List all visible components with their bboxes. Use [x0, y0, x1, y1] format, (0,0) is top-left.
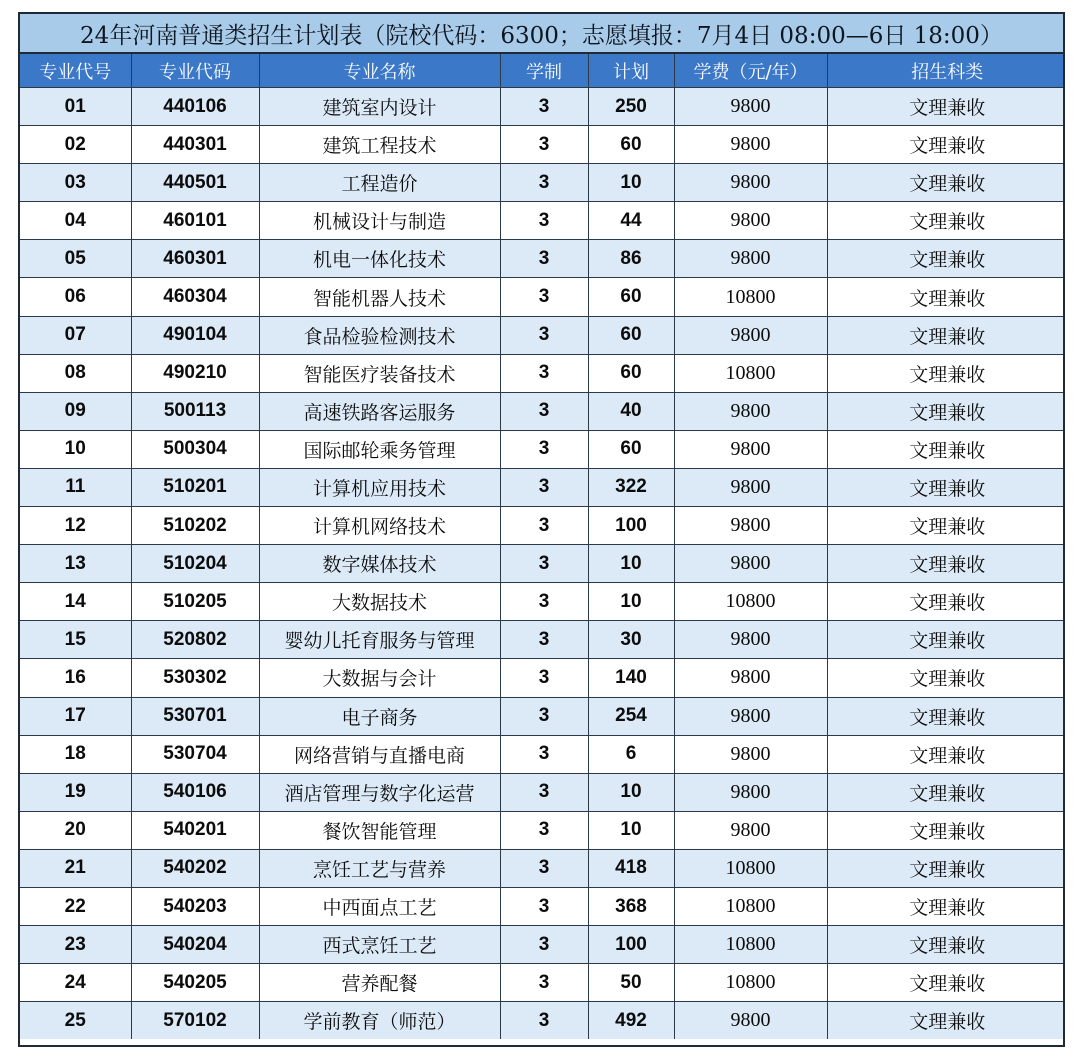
plan-cell: 10 [588, 545, 674, 583]
tuition-cell: 9800 [674, 126, 827, 164]
tuition-cell: 9800 [674, 773, 827, 811]
major-no-cell: 01 [20, 88, 131, 126]
major-no-cell: 06 [20, 278, 131, 316]
header-major-code: 专业代码 [131, 54, 259, 88]
major-no-cell: 15 [20, 621, 131, 659]
major-code-cell: 530704 [131, 735, 259, 773]
major-code-cell: 540201 [131, 811, 259, 849]
header-major-no: 专业代号 [20, 54, 131, 88]
major-name-cell: 数字媒体技术 [259, 545, 500, 583]
major-name-cell: 学前教育（师范） [259, 1002, 500, 1040]
plan-cell: 368 [588, 887, 674, 925]
category-cell: 文理兼收 [827, 926, 1065, 964]
plan-cell: 322 [588, 468, 674, 506]
category-cell: 文理兼收 [827, 354, 1065, 392]
major-code-cell: 540205 [131, 964, 259, 1002]
major-code-cell: 530701 [131, 697, 259, 735]
plan-cell: 86 [588, 240, 674, 278]
major-name-cell: 机械设计与制造 [259, 202, 500, 240]
tuition-cell: 9800 [674, 545, 827, 583]
category-cell: 文理兼收 [827, 811, 1065, 849]
header-category: 招生科类 [827, 54, 1065, 88]
study-years-cell: 3 [500, 316, 588, 354]
major-name-cell: 烹饪工艺与营养 [259, 849, 500, 887]
table-row [20, 659, 1065, 697]
major-name-cell: 西式烹饪工艺 [259, 926, 500, 964]
plan-cell: 60 [588, 278, 674, 316]
tuition-cell: 9800 [674, 697, 827, 735]
major-code-cell: 440106 [131, 88, 259, 126]
study-years-cell: 3 [500, 887, 588, 925]
study-years-cell: 3 [500, 735, 588, 773]
major-name-cell: 大数据与会计 [259, 659, 500, 697]
major-no-cell: 10 [20, 430, 131, 468]
category-cell: 文理兼收 [827, 849, 1065, 887]
table-body [20, 88, 1065, 1040]
major-name-cell: 食品检验检测技术 [259, 316, 500, 354]
major-no-cell: 09 [20, 392, 131, 430]
category-cell: 文理兼收 [827, 583, 1065, 621]
table-row [20, 202, 1065, 240]
study-years-cell: 3 [500, 202, 588, 240]
major-no-cell: 18 [20, 735, 131, 773]
plan-cell: 100 [588, 926, 674, 964]
major-name-cell: 建筑室内设计 [259, 88, 500, 126]
study-years-cell: 3 [500, 507, 588, 545]
study-years-cell: 3 [500, 659, 588, 697]
tuition-cell: 10800 [674, 354, 827, 392]
major-no-cell: 21 [20, 849, 131, 887]
major-code-cell: 530302 [131, 659, 259, 697]
plan-cell: 418 [588, 849, 674, 887]
major-no-cell: 23 [20, 926, 131, 964]
category-cell: 文理兼收 [827, 507, 1065, 545]
major-code-cell: 460304 [131, 278, 259, 316]
tuition-cell: 9800 [674, 811, 827, 849]
plan-cell: 50 [588, 964, 674, 1002]
major-name-cell: 婴幼儿托育服务与管理 [259, 621, 500, 659]
category-cell: 文理兼收 [827, 1002, 1065, 1040]
major-code-cell: 510205 [131, 583, 259, 621]
plan-cell: 100 [588, 507, 674, 545]
study-years-cell: 3 [500, 164, 588, 202]
category-cell: 文理兼收 [827, 164, 1065, 202]
study-years-cell: 3 [500, 545, 588, 583]
tuition-cell: 9800 [674, 202, 827, 240]
table-row [20, 926, 1065, 964]
tuition-cell: 9800 [674, 88, 827, 126]
major-name-cell: 建筑工程技术 [259, 126, 500, 164]
plan-cell: 6 [588, 735, 674, 773]
category-cell: 文理兼收 [827, 278, 1065, 316]
tuition-cell: 9800 [674, 468, 827, 506]
major-name-cell: 高速铁路客运服务 [259, 392, 500, 430]
major-code-cell: 510201 [131, 468, 259, 506]
plan-cell: 10 [588, 773, 674, 811]
major-name-cell: 酒店管理与数字化运营 [259, 773, 500, 811]
category-cell: 文理兼收 [827, 202, 1065, 240]
tuition-cell: 10800 [674, 278, 827, 316]
plan-cell: 10 [588, 811, 674, 849]
major-code-cell: 490104 [131, 316, 259, 354]
plan-cell: 492 [588, 1002, 674, 1040]
major-name-cell: 智能医疗装备技术 [259, 354, 500, 392]
category-cell: 文理兼收 [827, 545, 1065, 583]
major-no-cell: 13 [20, 545, 131, 583]
tuition-cell: 10800 [674, 964, 827, 1002]
table-row [20, 849, 1065, 887]
study-years-cell: 3 [500, 583, 588, 621]
study-years-cell: 3 [500, 126, 588, 164]
category-cell: 文理兼收 [827, 773, 1065, 811]
tuition-cell: 9800 [674, 621, 827, 659]
major-no-cell: 07 [20, 316, 131, 354]
study-years-cell: 3 [500, 621, 588, 659]
study-years-cell: 3 [500, 849, 588, 887]
major-name-cell: 工程造价 [259, 164, 500, 202]
major-no-cell: 17 [20, 697, 131, 735]
tuition-cell: 9800 [674, 240, 827, 278]
category-cell: 文理兼收 [827, 964, 1065, 1002]
plan-cell: 60 [588, 354, 674, 392]
tuition-cell: 9800 [674, 735, 827, 773]
major-code-cell: 500304 [131, 430, 259, 468]
plan-cell: 60 [588, 126, 674, 164]
tuition-cell: 10800 [674, 887, 827, 925]
table-row [20, 545, 1065, 583]
enrollment-plan-table [18, 12, 1065, 1047]
table-row [20, 887, 1065, 925]
study-years-cell: 3 [500, 811, 588, 849]
major-code-cell: 510204 [131, 545, 259, 583]
plan-cell: 10 [588, 164, 674, 202]
table-row [20, 88, 1065, 126]
table-row [20, 621, 1065, 659]
study-years-cell: 3 [500, 278, 588, 316]
major-code-cell: 570102 [131, 1002, 259, 1040]
plan-cell: 250 [588, 88, 674, 126]
table-row [20, 811, 1065, 849]
table-row [20, 583, 1065, 621]
category-cell: 文理兼收 [827, 659, 1065, 697]
major-code-cell: 440501 [131, 164, 259, 202]
major-name-cell: 餐饮智能管理 [259, 811, 500, 849]
header-plan: 计划 [588, 54, 674, 88]
major-code-cell: 540202 [131, 849, 259, 887]
major-name-cell: 计算机网络技术 [259, 507, 500, 545]
category-cell: 文理兼收 [827, 316, 1065, 354]
major-no-cell: 16 [20, 659, 131, 697]
header-row [20, 54, 1065, 88]
table-row [20, 507, 1065, 545]
study-years-cell: 3 [500, 354, 588, 392]
table-row [20, 164, 1065, 202]
major-name-cell: 智能机器人技术 [259, 278, 500, 316]
major-name-cell: 电子商务 [259, 697, 500, 735]
tuition-cell: 9800 [674, 164, 827, 202]
table-row [20, 126, 1065, 164]
plan-table [20, 54, 1065, 1039]
study-years-cell: 3 [500, 964, 588, 1002]
major-name-cell: 大数据技术 [259, 583, 500, 621]
major-no-cell: 03 [20, 164, 131, 202]
category-cell: 文理兼收 [827, 392, 1065, 430]
table-row [20, 240, 1065, 278]
tuition-cell: 10800 [674, 583, 827, 621]
plan-cell: 30 [588, 621, 674, 659]
plan-cell: 140 [588, 659, 674, 697]
major-no-cell: 14 [20, 583, 131, 621]
tuition-cell: 9800 [674, 659, 827, 697]
category-cell: 文理兼收 [827, 887, 1065, 925]
category-cell: 文理兼收 [827, 735, 1065, 773]
study-years-cell: 3 [500, 697, 588, 735]
table-row [20, 735, 1065, 773]
category-cell: 文理兼收 [827, 621, 1065, 659]
study-years-cell: 3 [500, 468, 588, 506]
study-years-cell: 3 [500, 240, 588, 278]
major-code-cell: 540204 [131, 926, 259, 964]
category-cell: 文理兼收 [827, 88, 1065, 126]
table-row [20, 1002, 1065, 1040]
header-study-years: 学制 [500, 54, 588, 88]
plan-cell: 254 [588, 697, 674, 735]
major-code-cell: 460101 [131, 202, 259, 240]
table-title: 24年河南普通类招生计划表（院校代码：6300；志愿填报：7月4日 08:00—6日 18:00） [20, 14, 1063, 54]
header-major-name: 专业名称 [259, 54, 500, 88]
major-name-cell: 机电一体化技术 [259, 240, 500, 278]
major-code-cell: 440301 [131, 126, 259, 164]
category-cell: 文理兼收 [827, 468, 1065, 506]
major-code-cell: 490210 [131, 354, 259, 392]
table-row [20, 316, 1065, 354]
major-no-cell: 25 [20, 1002, 131, 1040]
category-cell: 文理兼收 [827, 430, 1065, 468]
tuition-cell: 10800 [674, 849, 827, 887]
major-no-cell: 04 [20, 202, 131, 240]
table-row [20, 278, 1065, 316]
study-years-cell: 3 [500, 773, 588, 811]
table-row [20, 468, 1065, 506]
table-row [20, 392, 1065, 430]
major-name-cell: 网络营销与直播电商 [259, 735, 500, 773]
plan-cell: 44 [588, 202, 674, 240]
major-code-cell: 510202 [131, 507, 259, 545]
tuition-cell: 9800 [674, 1002, 827, 1040]
plan-cell: 60 [588, 316, 674, 354]
major-code-cell: 460301 [131, 240, 259, 278]
category-cell: 文理兼收 [827, 697, 1065, 735]
tuition-cell: 9800 [674, 507, 827, 545]
tuition-cell: 10800 [674, 926, 827, 964]
major-code-cell: 540106 [131, 773, 259, 811]
tuition-cell: 9800 [674, 430, 827, 468]
major-no-cell: 19 [20, 773, 131, 811]
major-no-cell: 12 [20, 507, 131, 545]
major-no-cell: 11 [20, 468, 131, 506]
study-years-cell: 3 [500, 430, 588, 468]
plan-cell: 10 [588, 583, 674, 621]
major-code-cell: 520802 [131, 621, 259, 659]
table-row [20, 773, 1065, 811]
plan-cell: 40 [588, 392, 674, 430]
study-years-cell: 3 [500, 1002, 588, 1040]
table-row [20, 697, 1065, 735]
major-name-cell: 营养配餐 [259, 964, 500, 1002]
major-name-cell: 中西面点工艺 [259, 887, 500, 925]
study-years-cell: 3 [500, 392, 588, 430]
plan-cell: 60 [588, 430, 674, 468]
table-row [20, 430, 1065, 468]
tuition-cell: 9800 [674, 316, 827, 354]
major-no-cell: 20 [20, 811, 131, 849]
header-tuition: 学费（元/年） [674, 54, 827, 88]
category-cell: 文理兼收 [827, 126, 1065, 164]
major-no-cell: 24 [20, 964, 131, 1002]
tuition-cell: 9800 [674, 392, 827, 430]
major-name-cell: 国际邮轮乘务管理 [259, 430, 500, 468]
study-years-cell: 3 [500, 88, 588, 126]
table-row [20, 964, 1065, 1002]
major-code-cell: 500113 [131, 392, 259, 430]
major-no-cell: 02 [20, 126, 131, 164]
major-no-cell: 22 [20, 887, 131, 925]
major-name-cell: 计算机应用技术 [259, 468, 500, 506]
category-cell: 文理兼收 [827, 240, 1065, 278]
table-row [20, 354, 1065, 392]
major-code-cell: 540203 [131, 887, 259, 925]
major-no-cell: 05 [20, 240, 131, 278]
major-no-cell: 08 [20, 354, 131, 392]
study-years-cell: 3 [500, 926, 588, 964]
